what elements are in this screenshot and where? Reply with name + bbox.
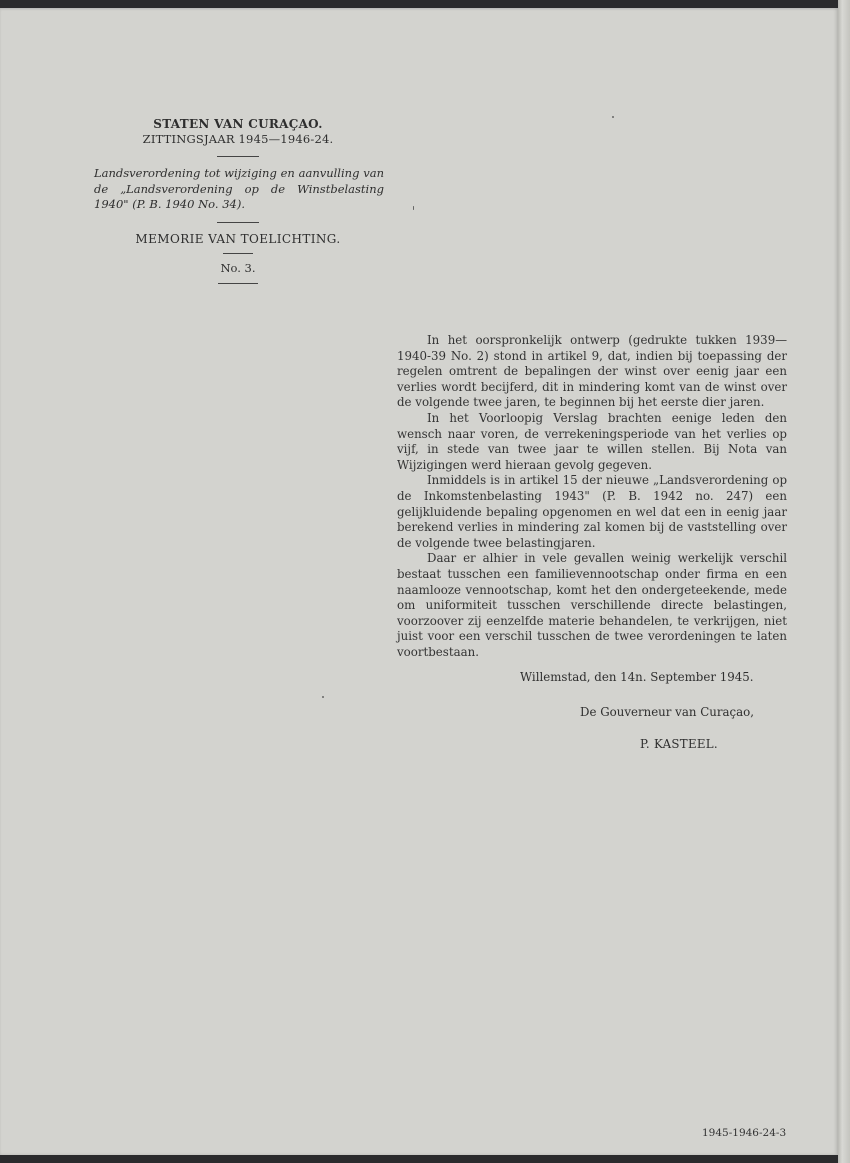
document-page [0,8,838,1155]
paper-speck [413,206,414,210]
header-rule [223,253,253,254]
page-reference: 1945-1946-24-3 [702,1127,787,1139]
signatory-office: De Gouverneur van Curaçao, [580,705,754,719]
document-number: No. 3. [220,260,256,275]
place-date: Willemstad, den 14n. September 1945. [520,670,754,684]
body-paragraph: In het Voorloopig Verslag brachten eenige leden den wensch naar voren, de verrekeningsperiode van het verlies op vijf, in stede van twee jaar te willen stellen. Bij Nota van Wijzigingen werd hieraan gevolg gegeven. [397,410,787,472]
session-year: ZITTINGSJAAR 1945—1946-24. [142,132,334,146]
header-rule [218,283,258,284]
document-header [68,113,408,284]
header-rule [217,222,259,223]
memo-heading: MEMORIE VAN TOELICHTING. [135,231,341,246]
memo-body [397,333,787,660]
page-edge [838,0,850,1163]
signatory-name: P. KASTEEL. [640,737,718,751]
paper-speck [322,696,324,698]
assembly-title: STATEN VAN CURAÇAO. [153,117,323,131]
body-paragraph: Inmiddels is in artikel 15 der nieuwe „Landsverordening op de Inkomstenbelasting 1943" (P. B. 1942 no. 247) een gelijkluidende bepaling opgenomen en wel dat een in eenig jaar berekend verlies in mindering zal komen bij de vaststelling over de volgende twee belastingjaren. [397,473,787,550]
paper-speck [612,116,614,118]
body-paragraph: In het oorspronkelijk ontwerp (gedrukte tukken 1939—1940-39 No. 2) stond in artikel 9, dat, indien bij toepassing der regelen omtrent de bepalingen der winst over eenig jaar een verlies wordt becijferd, dit in mindering komt van de winst over de volgende twee jaren, te beginnen bij het eerste dier jaren. [397,333,787,410]
body-paragraph: Daar er alhier in vele gevallen weinig werkelijk verschil bestaat tusschen een familievennootschap onder firma en een naamlooze vennootschap, komt het den ondergeteekende, mede om uniformiteit tusschen verschillende directe belastingen, voorzoover zij eenzelfde materie behandelen, te verkrijgen, niet juist voor een verschil tusschen de twee verordeningen te laten voortbestaan. [397,551,787,659]
header-rule [217,156,259,157]
ordinance-subject: Landsverordening tot wijziging en aanvulling van de „Landsverordening op de Winstbelasting 1940" (P. B. 1940 No. 34). [94,166,384,211]
